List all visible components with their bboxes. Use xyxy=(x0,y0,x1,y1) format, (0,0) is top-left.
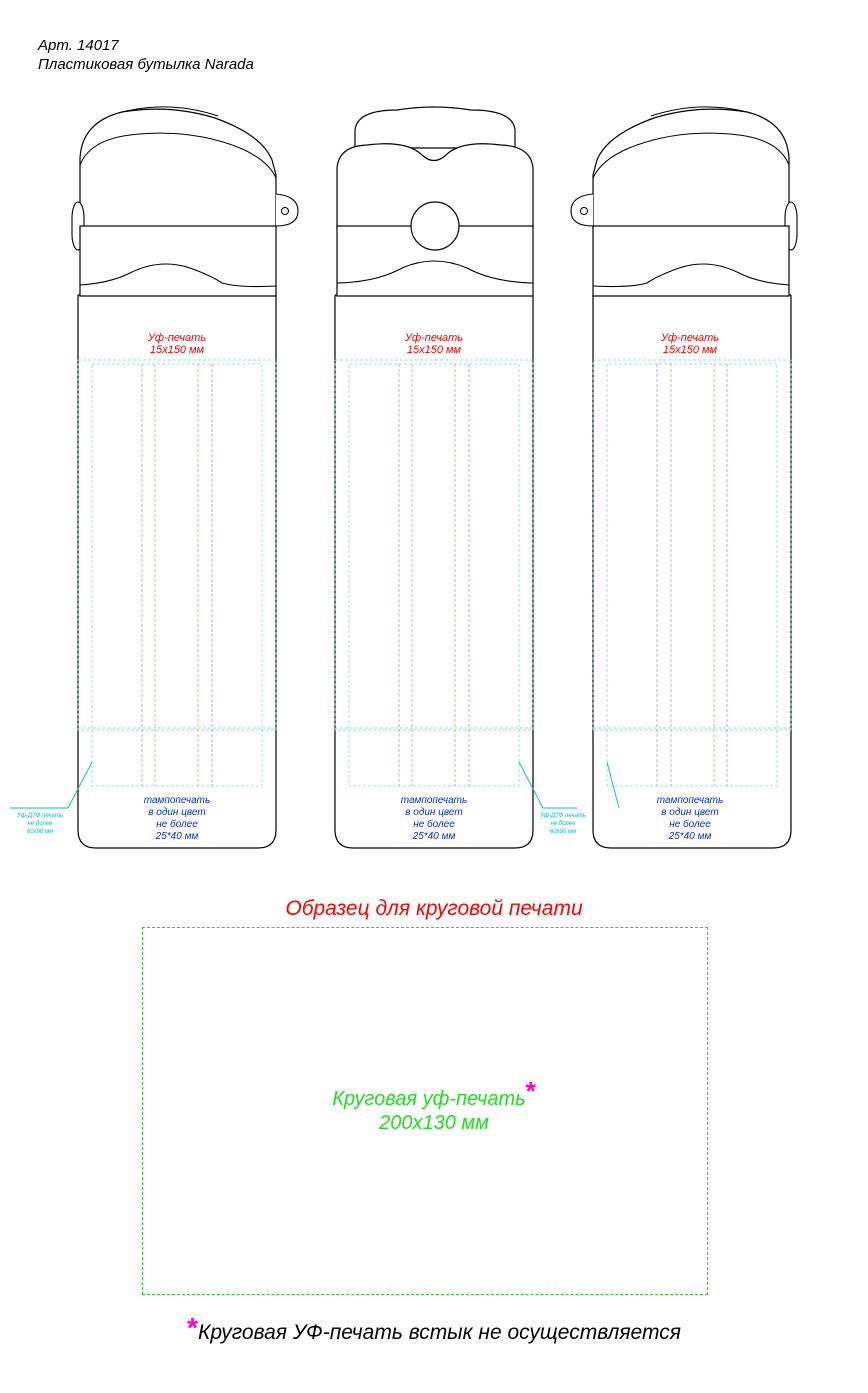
bottle-center-view xyxy=(335,107,577,848)
asterisk-icon: * xyxy=(187,1312,198,1343)
uv-print-label-center: Уф-печать 15х150 мм xyxy=(404,332,464,356)
pad-print-label-center: тампопечать в один цвет не более 25*40 мм xyxy=(400,795,468,842)
asterisk-icon: * xyxy=(525,1076,536,1106)
uv-dtf-label-center: Уф-ДТФ печать не более 60х90 мм xyxy=(540,813,586,835)
footnote-text: Круговая УФ-печать встык не осуществляется xyxy=(197,1321,681,1344)
uv-print-label-left: Уф-печать 15х150 мм xyxy=(147,332,207,356)
circular-label-text: Круговая уф-печать xyxy=(332,1088,526,1110)
bottle-left-view xyxy=(10,107,298,848)
product-name: Пластиковая бутылка Narada xyxy=(38,56,254,73)
footnote xyxy=(0,1312,868,1353)
bottle-right-view xyxy=(571,107,797,848)
uv-dtf-label-left: Уф-ДТФ печать не более 60х90 мм xyxy=(17,813,63,835)
article-number: Арт. 14017 xyxy=(38,37,119,54)
circular-print-label xyxy=(0,1076,868,1135)
circular-size-text: 200х130 мм xyxy=(379,1112,489,1134)
pad-print-label-left: тампопечать в один цвет не более 25*40 мм xyxy=(143,795,211,842)
circular-sample-title: Образец для круговой печати xyxy=(285,897,583,920)
pad-print-label-right: тампопечать в один цвет не более 25*40 мм xyxy=(656,795,724,842)
uv-print-label-right: Уф-печать 15х150 мм xyxy=(660,332,720,356)
